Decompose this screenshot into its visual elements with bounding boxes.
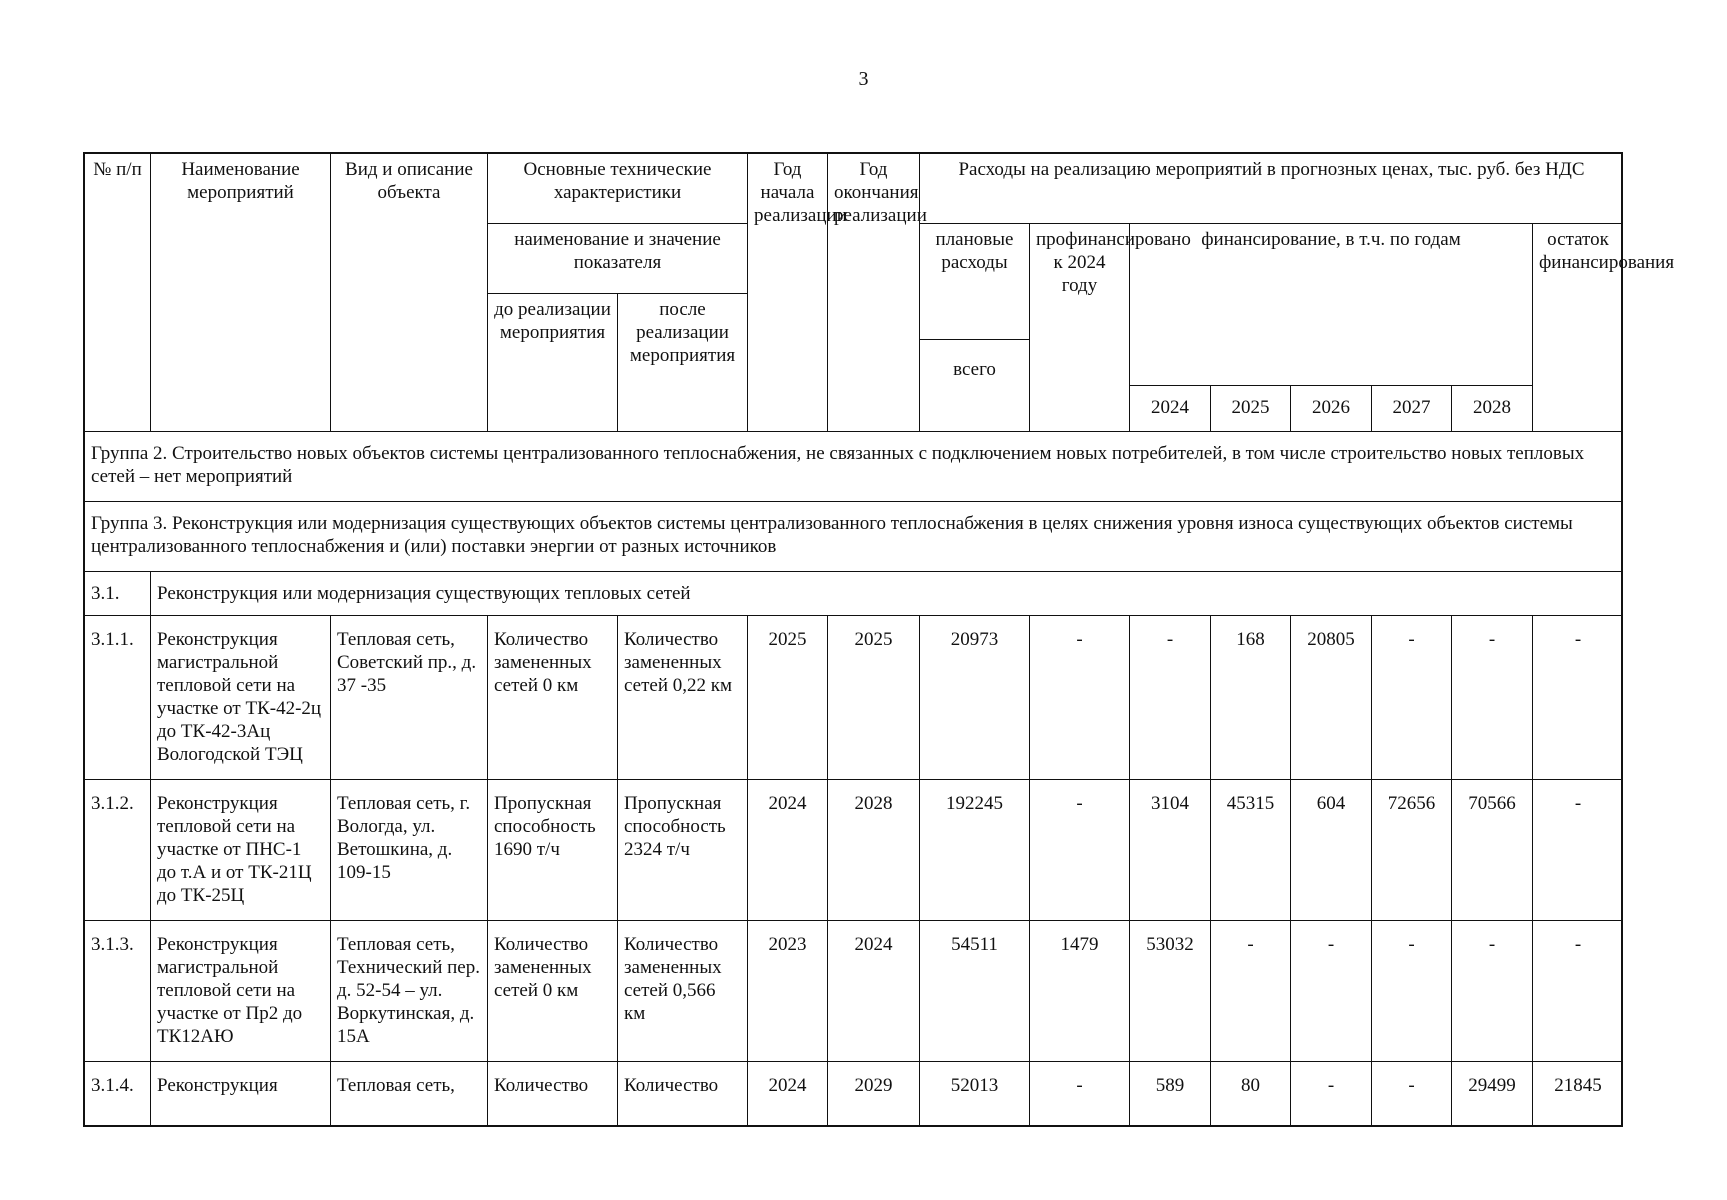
row-2026: - <box>1291 1062 1372 1127</box>
header-indicator: наименование и значение показателя <box>488 224 748 294</box>
row-year-start: 2024 <box>748 1062 828 1127</box>
row-object: Тепловая сеть, г. Вологда, ул. Ветошкина, д. 109-15 <box>331 780 488 921</box>
row-remainder: 21845 <box>1554 1075 1602 1096</box>
row-remainder: - <box>1533 780 1623 921</box>
header-object: Вид и описание объекта <box>331 154 488 432</box>
row-year-start: 2023 <box>748 921 828 1062</box>
row-num: 3.1.4. <box>85 1062 151 1127</box>
row-after: Количество <box>618 1062 748 1127</box>
row-2025: 80 <box>1211 1062 1291 1127</box>
header-num: № п/п <box>85 154 151 432</box>
row-planned: 20973 <box>920 616 1030 780</box>
row-prefinanced: 1479 <box>1030 921 1130 1062</box>
group-2-row: Группа 2. Строительство новых объектов системы централизованного теплоснабжения, не связанных с подключением новых потребителей, в том числе строительство новых тепловых сетей – нет мероприятий <box>85 432 1623 502</box>
row-2027: - <box>1372 616 1452 780</box>
row-2024: 589 <box>1130 1062 1211 1127</box>
row-2027: 72656 <box>1372 780 1452 921</box>
row-year-start: 2025 <box>748 616 828 780</box>
row-planned: 54511 <box>920 921 1030 1062</box>
header-before: до реализации мероприятия <box>488 294 618 432</box>
row-2027: - <box>1372 921 1452 1062</box>
header-remainder: остаток финансирования <box>1533 224 1623 432</box>
row-before: Количество замененных сетей 0 км <box>488 616 618 780</box>
row-2028: - <box>1452 616 1533 780</box>
row-before: Пропускная способность 1690 т/ч <box>488 780 618 921</box>
row-year-end: 2028 <box>828 780 920 921</box>
row-planned: 192245 <box>920 780 1030 921</box>
row-after: Пропускная способность 2324 т/ч <box>618 780 748 921</box>
header-year-start: Год начала реализации <box>748 154 828 432</box>
budget-table <box>83 152 1675 1127</box>
row-year-end: 2029 <box>828 1062 920 1127</box>
row-2025: 168 <box>1211 616 1291 780</box>
header-total: всего <box>920 340 1030 432</box>
header-year-2025: 2025 <box>1211 386 1291 432</box>
header-year-end: Год окончания реализации <box>828 154 920 432</box>
header-prefinanced: профинансировано к 2024 году <box>1030 224 1130 432</box>
row-name: Реконструкция магистральной тепловой сети на участке от ТК-42-2ц до ТК-42-3Ац Вологодской ТЭЦ <box>151 616 331 780</box>
section-num: 3.1. <box>85 572 151 616</box>
row-num: 3.1.1. <box>85 616 151 780</box>
page-number: 3 <box>858 68 869 90</box>
row-after: Количество замененных сетей 0,22 км <box>618 616 748 780</box>
row-2025: - <box>1211 921 1291 1062</box>
header-after: после реализации мероприятия <box>618 294 748 432</box>
row-planned: 52013 <box>920 1062 1030 1127</box>
header-year-2024: 2024 <box>1130 386 1211 432</box>
row-object: Тепловая сеть, <box>331 1062 488 1127</box>
row-2026: 604 <box>1291 780 1372 921</box>
row-year-start: 2024 <box>748 780 828 921</box>
header-tech-group: Основные технические характеристики <box>488 154 748 224</box>
row-prefinanced: - <box>1030 1062 1130 1127</box>
header-expenses-group: Расходы на реализацию мероприятий в прогнозных ценах, тыс. руб. без НДС <box>920 154 1623 224</box>
header-year-2028: 2028 <box>1452 386 1533 432</box>
header-year-2026: 2026 <box>1291 386 1372 432</box>
row-2028: 29499 <box>1452 1062 1533 1127</box>
row-object: Тепловая сеть, Советский пр., д. 37 -35 <box>331 616 488 780</box>
row-before: Количество <box>488 1062 618 1127</box>
row-2026: 20805 <box>1291 616 1372 780</box>
row-num: 3.1.2. <box>85 780 151 921</box>
header-year-2027: 2027 <box>1372 386 1452 432</box>
row-year-end: 2025 <box>828 616 920 780</box>
group-3-row: Группа 3. Реконструкция или модернизация существующих объектов системы централизованного теплоснабжения в целях снижения уровня износа существующих объектов системы централизованного теплоснабжения и (или) поставки энергии от разных источников <box>85 502 1623 572</box>
row-2025: 45315 <box>1211 780 1291 921</box>
section-title: Реконструкция или модернизация существующих тепловых сетей <box>151 572 1623 616</box>
row-before: Количество замененных сетей 0 км <box>488 921 618 1062</box>
row-prefinanced: - <box>1030 780 1130 921</box>
row-name: Реконструкция <box>151 1062 331 1127</box>
row-2028: 70566 <box>1452 780 1533 921</box>
row-num: 3.1.3. <box>85 921 151 1062</box>
row-name: Реконструкция магистральной тепловой сети на участке от Пр2 до ТК12АЮ <box>151 921 331 1062</box>
row-2027: - <box>1372 1062 1452 1127</box>
row-remainder: - <box>1533 616 1623 780</box>
row-object: Тепловая сеть, Технический пер. д. 52-54 – ул. Воркутинская, д. 15А <box>331 921 488 1062</box>
row-2024: 3104 <box>1130 780 1211 921</box>
row-after: Количество замененных сетей 0,566 км <box>618 921 748 1062</box>
row-2024: 53032 <box>1130 921 1211 1062</box>
row-year-end: 2024 <box>828 921 920 1062</box>
header-planned: плановые расходы <box>920 224 1030 340</box>
row-remainder: - <box>1533 921 1623 1062</box>
row-2024: - <box>1130 616 1211 780</box>
row-prefinanced: - <box>1030 616 1130 780</box>
header-financing: финансирование, в т.ч. по годам <box>1130 224 1533 386</box>
row-name: Реконструкция тепловой сети на участке от ПНС-1 до т.А и от ТК-21Ц до ТК-25Ц <box>151 780 331 921</box>
header-name: Наименование мероприятий <box>151 154 331 432</box>
row-2026: - <box>1291 921 1372 1062</box>
row-2028: - <box>1452 921 1533 1062</box>
